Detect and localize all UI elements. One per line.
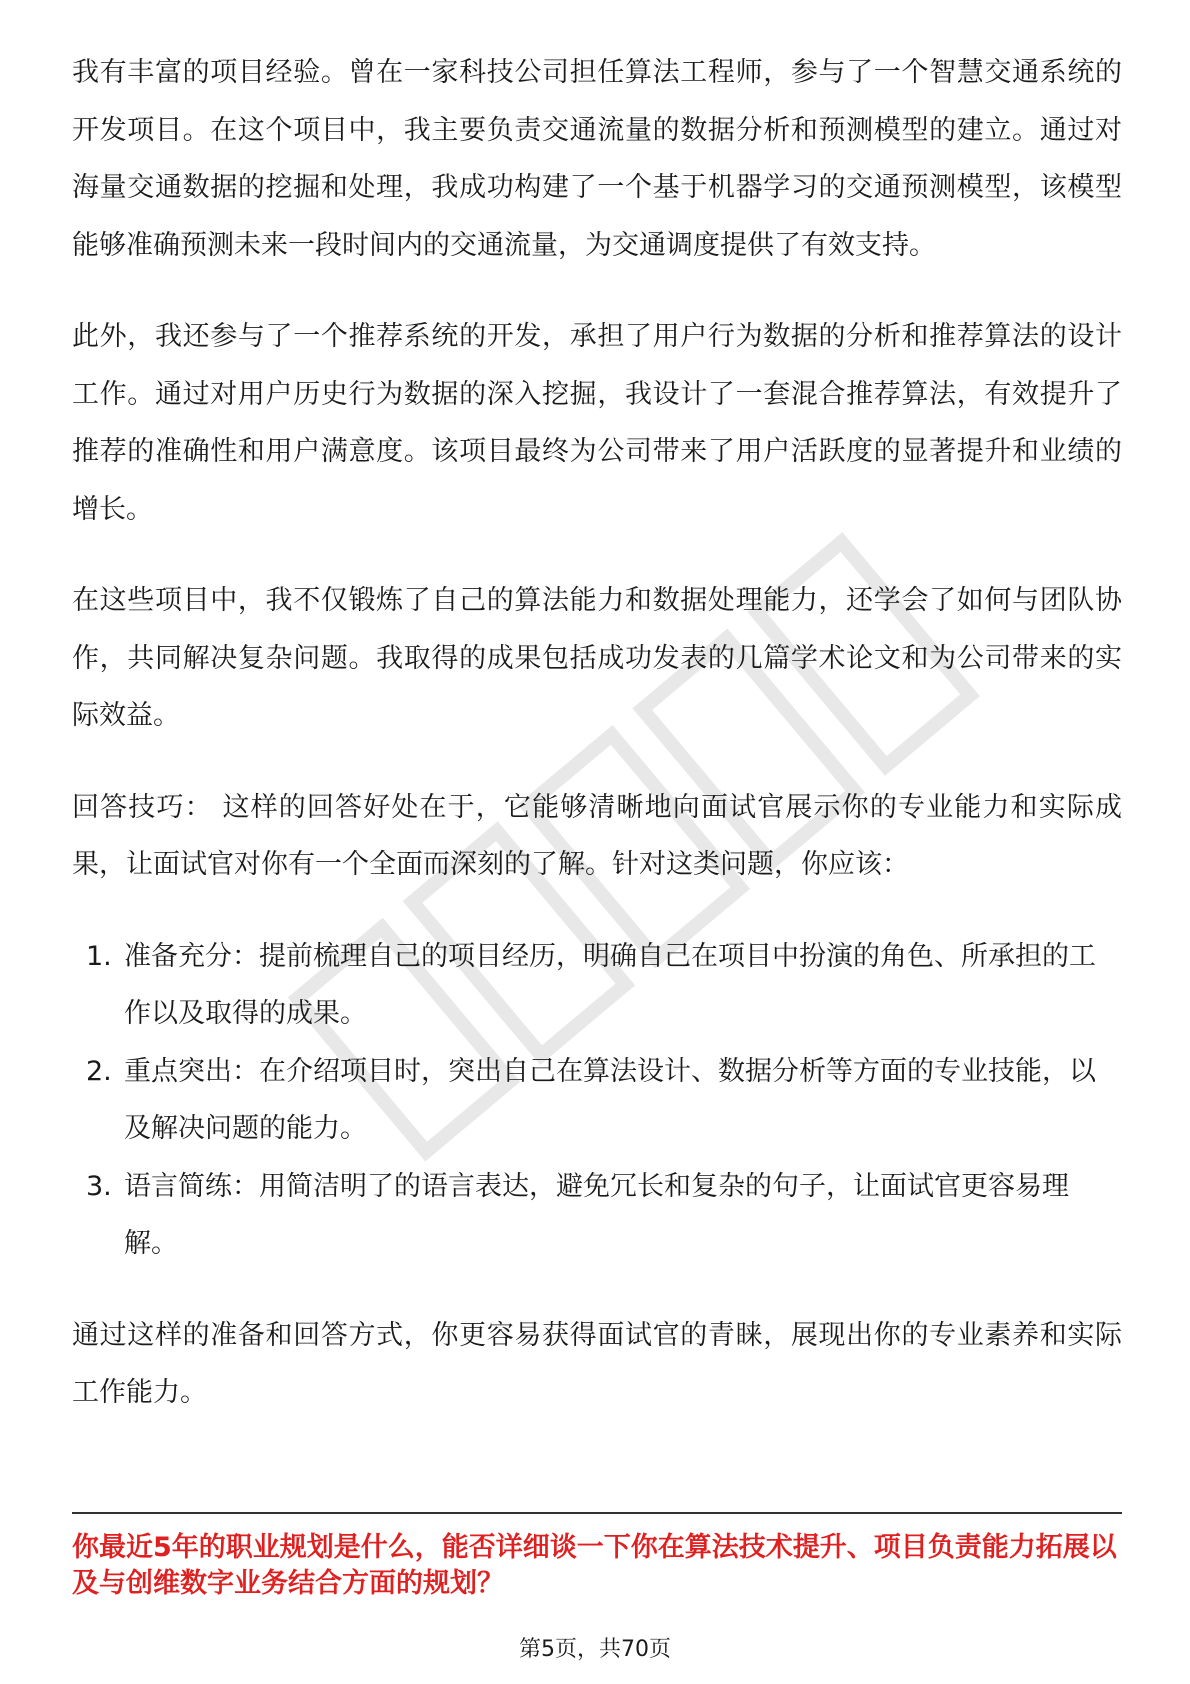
list-item [72,1043,1122,1158]
next-question-heading: 你最近5年的职业规划是什么，能否详细谈一下你在算法技术提升、项目负责能力拓展以及与创维数字业务结合方面的规划？ [72,1532,1117,1599]
paragraph-experience-2: 此外，我还参与了一个推荐系统的开发，承担了用户行为数据的分析和推荐算法的设计工作。通过对用户历史行为数据的深入挖掘，我设计了一套混合推荐算法，有效提升了推荐的准确性和用户满意度。该项目最终为公司带来了用户活跃度的显著提升和业绩的增长。 [72,321,1122,525]
document-body [72,44,1122,1456]
list-item [72,1158,1122,1273]
list-item [72,928,1122,1043]
list-item-number: 1. [86,940,112,972]
paragraph-answer-tips: 回答技巧： 这样的回答好处在于，它能够清晰地向面试官展示你的专业能力和实际成果，让面试官对你有一个全面而深刻的了解。针对这类问题，你应该： [72,791,1122,880]
list-item-text: 语言简练：用简洁明了的语言表达，避免冗长和复杂的句子，让面试官更容易理解。 [124,1170,1069,1259]
paragraph-conclusion: 通过这样的准备和回答方式，你更容易获得面试官的青睐，展现出你的专业素养和实际工作能力。 [72,1319,1122,1408]
paragraph-experience-1: 我有丰富的项目经验。曾在一家科技公司担任算法工程师，参与了一个智慧交通系统的开发项目。在这个项目中，我主要负责交通流量的数据分析和预测模型的建立。通过对海量交通数据的挖掘和处理，我成功构建了一个基于机器学习的交通预测模型，该模型能够准确预测未来一段时间内的交通流量，为交通调度提供了有效支持。 [72,57,1122,261]
tips-list [72,928,1122,1273]
list-item-number: 2. [86,1055,112,1087]
paragraph-experience-3: 在这些项目中，我不仅锻炼了自己的算法能力和数据处理能力，还学会了如何与团队协作，共同解决复杂问题。我取得的成果包括成功发表的几篇学术论文和为公司带来的实际效益。 [72,585,1122,731]
list-item-text: 准备充分：提前梳理自己的项目经历，明确自己在项目中扮演的角色、所承担的工作以及取得的成果。 [124,940,1096,1029]
list-item-text: 重点突出：在介绍项目时，突出自己在算法设计、数据分析等方面的专业技能，以及解决问题的能力。 [124,1055,1096,1144]
list-item-number: 3. [86,1170,112,1202]
page-number-footer: 第5页，共70页 [519,1637,671,1662]
section-divider [72,1512,1122,1514]
